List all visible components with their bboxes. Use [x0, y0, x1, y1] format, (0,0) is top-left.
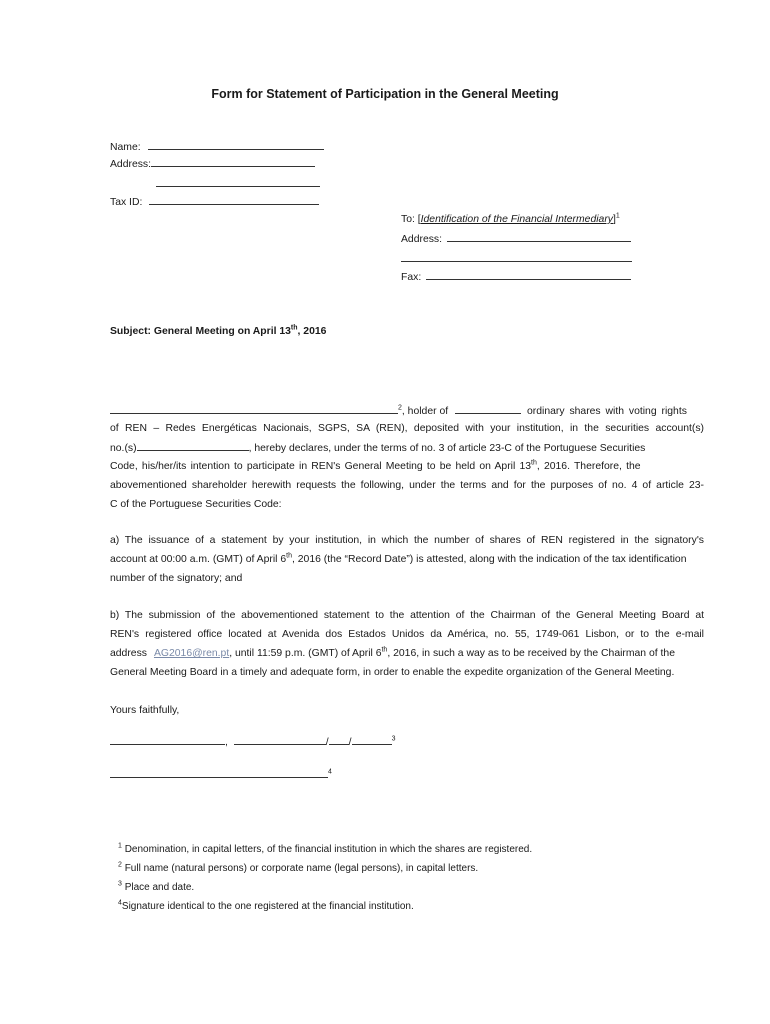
request-a-line-2	[110, 553, 704, 566]
declaration-line-2: of REN – Redes Energéticas Nacionais, SGPS, SA (REN), deposited with your institution, in the securities account(s)	[110, 423, 704, 434]
date-slash-1: /	[325, 737, 329, 748]
request-a-line-1: a) The issuance of a statement by your institution, in which the number of shares of REN registered in the signatory's	[110, 535, 704, 546]
address-word: address	[110, 648, 147, 659]
request-a-line-3: number of the signatory; and	[110, 573, 243, 584]
holder-of-text: , holder of	[401, 406, 449, 417]
record-date-text: account at 00:00 a.m. (GMT) of April 6	[110, 554, 287, 565]
footnote-2-text: Full name (natural persons) or corporate name (legal persons), in capital letters.	[124, 863, 479, 874]
signature-line[interactable]	[110, 768, 328, 778]
footnote-1	[118, 843, 532, 856]
fax-label: Fax:	[401, 272, 422, 283]
name-label: Name:	[110, 142, 141, 153]
declaration-line-4	[110, 460, 704, 473]
recipient-fax-row	[401, 270, 631, 284]
taxid-label: Tax ID:	[110, 197, 143, 208]
declaration-line-1	[110, 404, 704, 418]
address-input-line-2[interactable]	[156, 177, 320, 187]
name-field-row	[110, 140, 324, 154]
footnote-4	[118, 900, 414, 913]
recipient-address-line-2[interactable]	[401, 252, 632, 262]
place-date-row	[110, 735, 395, 749]
address-input-line-1[interactable]	[151, 157, 315, 167]
deadline-sup: th	[381, 646, 388, 654]
intention-suffix: , 2016. Therefore, the	[536, 461, 641, 472]
email-link[interactable]: AG2016@ren.pt	[153, 648, 230, 659]
subject-line	[110, 325, 326, 338]
fax-input-line[interactable]	[426, 270, 631, 280]
place-comma: ,	[225, 737, 228, 748]
shareholder-name-line[interactable]	[110, 404, 398, 414]
request-b-line-3	[110, 647, 704, 660]
footnote-ref-4: 4	[328, 768, 332, 776]
request-b-line-2: REN's registered office located at Avenida dos Estados Unidos da América, no. 55, 1749-061 Lisbon, or to the e-mail	[110, 629, 704, 640]
taxid-field-row	[110, 195, 319, 209]
deadline-text: , until 11:59 p.m. (GMT) of April 6	[229, 648, 382, 659]
declares-text: , hereby declares, under the terms of no. 3 of article 23-C of the Portuguese Securities	[248, 443, 646, 454]
signature-row	[110, 768, 332, 782]
request-b-line-4: General Meeting Board in a timely and adequate form, in order to enable the expedite organization of the General Meeting.	[110, 667, 675, 678]
month-line[interactable]	[329, 735, 349, 745]
footnote-4-text: Signature identical to the one registered at the financial institution.	[121, 901, 414, 912]
account-no-label: no.(s)	[110, 443, 137, 454]
declaration-line-3	[110, 441, 645, 455]
ordinary-shares-text: ordinary shares with voting rights	[527, 406, 687, 417]
address-field-row	[110, 157, 315, 171]
page-title: Form for Statement of Participation in the General Meeting	[211, 87, 559, 101]
intention-sup: th	[531, 459, 537, 467]
name-input-line[interactable]	[148, 140, 324, 150]
footnote-2	[118, 862, 478, 875]
footnote-ref-1: 1	[615, 212, 620, 220]
record-date-sup: th	[286, 552, 292, 560]
footnote-ref-2: 2	[398, 404, 402, 412]
footnote-3-text: Place and date.	[124, 882, 195, 893]
subject-sup: th	[290, 324, 298, 332]
financial-intermediary-placeholder: Identification of the Financial Intermediary	[420, 214, 613, 225]
shares-count-line[interactable]	[455, 404, 521, 414]
date-slash-2: /	[348, 737, 352, 748]
deadline-suffix: , 2016, in such a way as to be received by the Chairman of the	[387, 648, 675, 659]
footnote-1-text: Denomination, in capital letters, of the financial institution in which the shares are registered.	[124, 844, 533, 855]
day-line[interactable]	[234, 735, 326, 745]
place-line[interactable]	[110, 735, 225, 745]
to-close-bracket: ]	[612, 214, 616, 225]
footnote-3-number: 3	[118, 880, 122, 888]
footnote-2-number: 2	[118, 861, 122, 869]
intention-text: Code, his/her/its intention to participate in REN's General Meeting to be held on April 13	[110, 461, 532, 472]
taxid-input-line[interactable]	[149, 195, 319, 205]
declaration-line-5: abovementioned shareholder herewith requests the following, under the terms and for the purposes of no. 4 of article 23-	[110, 480, 704, 491]
footnote-ref-3: 3	[391, 735, 396, 743]
footnote-4-number: 4	[118, 899, 122, 907]
account-number-line[interactable]	[137, 441, 249, 451]
subject-suffix: , 2016	[297, 326, 327, 337]
subject-prefix: Subject: General Meeting on April 13	[110, 326, 291, 337]
recipient-to-row	[401, 213, 620, 226]
footnote-1-number: 1	[118, 842, 122, 850]
to-label: To: [	[401, 214, 421, 225]
recipient-address-line-1[interactable]	[447, 232, 631, 242]
year-line[interactable]	[352, 735, 392, 745]
address-label: Address:	[110, 159, 152, 170]
record-date-suffix: , 2016 (the “Record Date”) is attested, along with the indication of the tax identification	[291, 554, 687, 565]
request-b-line-1: b) The submission of the abovementioned statement to the attention of the Chairman of the General Meeting Board at	[110, 610, 704, 621]
recipient-address-label: Address:	[401, 234, 443, 245]
footnote-3	[118, 881, 194, 894]
recipient-address-row	[401, 232, 631, 246]
closing-text: Yours faithfully,	[110, 705, 180, 716]
declaration-line-6: C of the Portuguese Securities Code:	[110, 499, 282, 510]
